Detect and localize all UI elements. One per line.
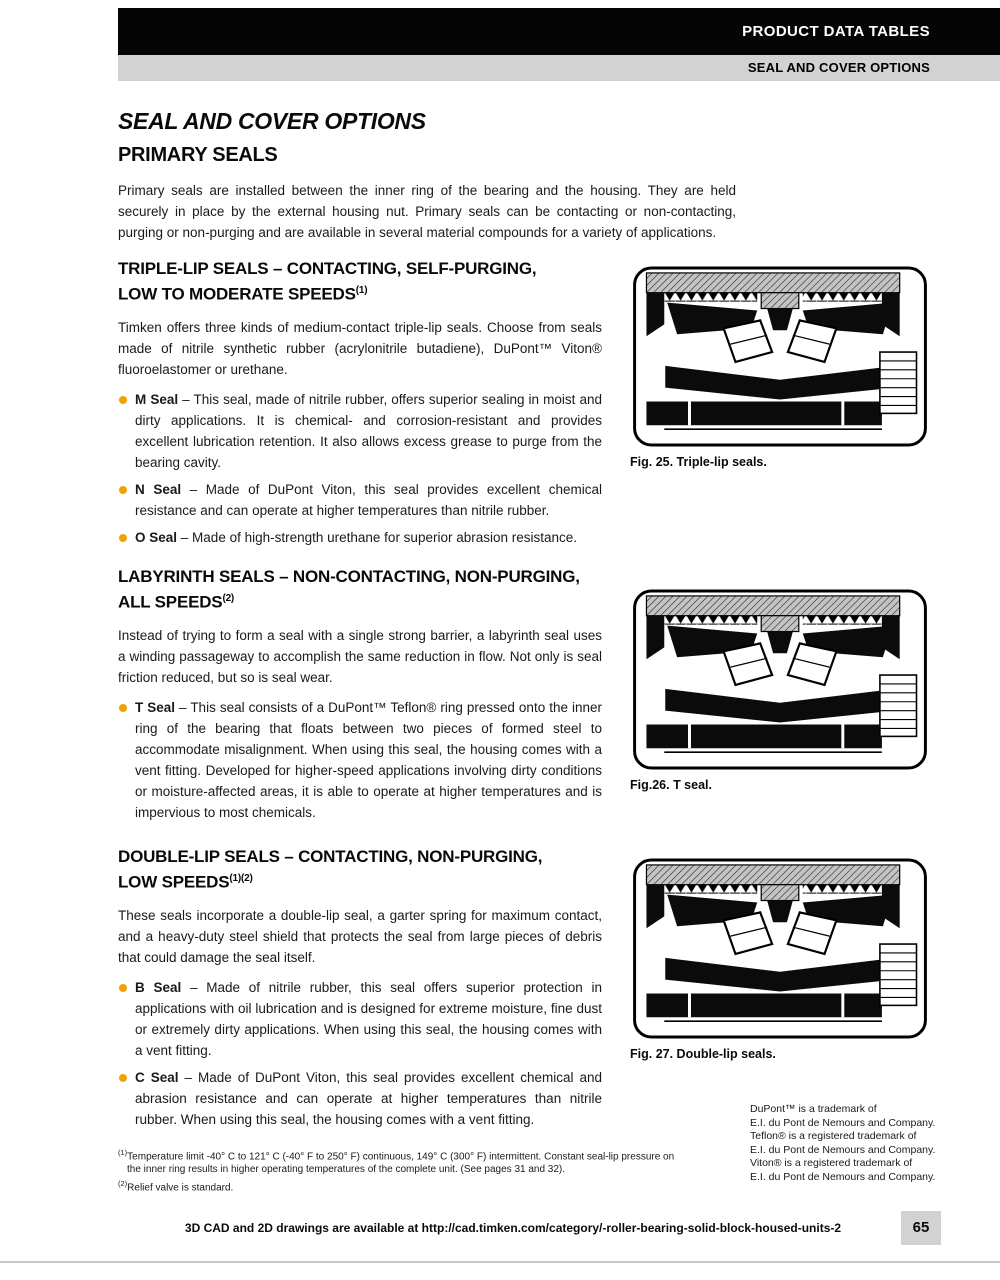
bullet-text	[135, 700, 602, 820]
figure-double-lip-seals	[630, 857, 930, 1061]
heading-line: LABYRINTH SEALS – NON-CONTACTING, NON-PURGING,	[118, 567, 580, 586]
seal-description: – Made of nitrile rubber, this seal offers superior protection in applications with oil lubrication and is designed for extreme moisture, fine dust or extremely dirty applications. When using this seal, the housing comes with a vent fitting.	[135, 979, 602, 1058]
heading-footnote-ref: (2)	[222, 593, 235, 604]
bearing-cross-section-drawing	[630, 265, 930, 448]
heading-line: TRIPLE-LIP SEALS – CONTACTING, SELF-PURGING,	[118, 259, 537, 278]
seal-description: – This seal, made of nitrile rubber, offers superior sealing in moist and dirty applications. It is chemical- and corrosion-resistant and provides excellent lubrication retention. It also allows excess grease to purge from the bearing cavity.	[135, 391, 602, 470]
footnotes-block	[118, 1146, 678, 1196]
section-body: Timken offers three kinds of medium-contact triple-lip seals. Choose from seals made of nitrile synthetic rubber (acrylonitrile butadiene), DuPont™ Viton® fluoroelastomer or urethane.	[118, 319, 602, 377]
footnote-text: Relief valve is standard.	[127, 1182, 234, 1194]
seal-description: – Made of high-strength urethane for superior abrasion resistance.	[180, 529, 578, 545]
page-number-badge: 65	[901, 1211, 941, 1245]
seal-name: C Seal	[135, 1069, 179, 1085]
section-heading	[118, 258, 602, 306]
seal-name: O Seal	[135, 529, 178, 545]
bullet-icon	[119, 984, 127, 992]
footnote-marker: (2)	[118, 1179, 128, 1189]
bottom-rule	[0, 1261, 1000, 1263]
trademark-line: Teflon® is a registered trademark of	[750, 1130, 917, 1142]
bullet-item-m-seal	[118, 389, 602, 473]
header-bar	[118, 8, 1000, 55]
bullet-item-n-seal	[118, 479, 602, 521]
trademark-line: E.I. du Pont de Nemours and Company.	[750, 1170, 936, 1183]
bullet-icon	[119, 704, 127, 712]
section-heading	[118, 566, 602, 614]
trademark-block	[750, 1103, 990, 1184]
bullet-item-o-seal	[118, 527, 602, 548]
heading-line: ALL SPEEDS	[118, 592, 223, 612]
intro-paragraph: Primary seals are installed between the inner ring of the bearing and the housing. They are held securely in place by the external housing nut. Primary seals can be contacting or non-contacting, purging or non-purging and are available in several material compounds for a variety of applications.	[118, 183, 736, 240]
bullet-icon	[119, 1074, 127, 1082]
bullet-icon	[119, 486, 127, 494]
seal-name: N Seal	[135, 481, 182, 497]
bearing-cross-section-drawing	[630, 588, 930, 771]
footnote-2	[118, 1177, 678, 1194]
bullet-text	[135, 482, 602, 518]
figure-caption: Fig. 27. Double-lip seals.	[630, 1047, 776, 1061]
bullet-item-c-seal	[118, 1067, 602, 1130]
bullet-icon	[119, 396, 127, 404]
trademark-line: DuPont™ is a trademark of	[750, 1103, 877, 1115]
footnote-text: Temperature limit -40° C to 121° C (-40° F to 250° F) continuous, 149° C (300° F) intermittent. Constant seal-lip pressure on the inner ring results in higher operating temperatures of the complete unit. (See pages 31 and 32).	[127, 1151, 675, 1176]
seal-name: T Seal	[135, 699, 176, 715]
header-title: PRODUCT DATA TABLES	[742, 23, 930, 40]
figure-caption: Fig. 25. Triple-lip seals.	[630, 455, 767, 469]
section-double-lip-seals	[118, 846, 602, 1136]
heading-line: LOW TO MODERATE SPEEDS	[118, 284, 356, 304]
trademark-line: E.I. du Pont de Nemours and Company.	[750, 1116, 936, 1129]
page-subtitle: PRIMARY SEALS	[118, 144, 278, 166]
heading-footnote-ref: (1)(2)	[229, 873, 253, 884]
figure-triple-lip-seals	[630, 265, 930, 469]
heading-footnote-ref: (1)	[355, 285, 368, 296]
footer-note: 3D CAD and 2D drawings are available at http://cad.timken.com/category/-roller-bearing-solid-block-housed-units-2	[184, 1221, 842, 1235]
figure-t-seal	[630, 588, 930, 792]
page-title: SEAL AND COVER OPTIONS	[118, 108, 426, 134]
subheader-title: SEAL AND COVER OPTIONS	[747, 60, 930, 75]
bullet-icon	[119, 534, 127, 542]
seal-description: – This seal consists of a DuPont™ Teflon® ring pressed onto the inner ring of the bearing that floats between two pieces of formed steel to accommodate misalignment. When using this seal, the housing comes with a vent fitting. Developed for higher-speed applications involving dirty conditions or moisture-affected areas, it is able to operate at higher temperatures and is impervious to most chemicals.	[135, 699, 602, 820]
bullet-item-t-seal	[118, 697, 602, 823]
bullet-text	[135, 1070, 602, 1127]
bullet-text	[135, 980, 602, 1058]
heading-line: DOUBLE-LIP SEALS – CONTACTING, NON-PURGING,	[118, 847, 543, 866]
trademark-line: Viton® is a registered trademark of	[750, 1157, 913, 1169]
section-body: These seals incorporate a double-lip seal, a garter spring for maximum contact, and a heavy-duty steel shield that protects the seal from large pieces of debris that could damage the seal itself.	[118, 907, 602, 965]
seal-name: B Seal	[135, 979, 182, 995]
seal-description: – Made of DuPont Viton, this seal provides excellent chemical resistance and can operate at higher temperatures than nitrile rubber.	[135, 481, 602, 518]
heading-line: LOW SPEEDS	[118, 872, 230, 892]
footnote-marker: (1)	[118, 1148, 128, 1157]
section-labyrinth-seals	[118, 566, 602, 829]
footnote-1	[118, 1146, 678, 1176]
trademark-line: E.I. du Pont de Nemours and Company.	[750, 1143, 936, 1156]
bullet-text	[135, 530, 577, 545]
bullet-item-b-seal	[118, 977, 602, 1061]
bullet-text	[135, 392, 602, 470]
seal-description: – Made of DuPont Viton, this seal provides excellent chemical and abrasion resistance and can operate at higher temperatures than nitrile rubber. When using this seal, the housing comes with a vent fitting.	[135, 1069, 602, 1127]
section-triple-lip-seals	[118, 258, 602, 554]
bearing-cross-section-drawing	[630, 857, 930, 1040]
section-body: Instead of trying to form a seal with a single strong barrier, a labyrinth seal uses a winding passageway to accomplish the same reduction in flow. Not only is seal friction reduced, but so is seal wear.	[118, 627, 602, 685]
seal-name: M Seal	[135, 391, 179, 407]
section-heading	[118, 846, 602, 894]
figure-caption: Fig.26. T seal.	[630, 778, 712, 792]
subheader-bar	[118, 55, 1000, 81]
